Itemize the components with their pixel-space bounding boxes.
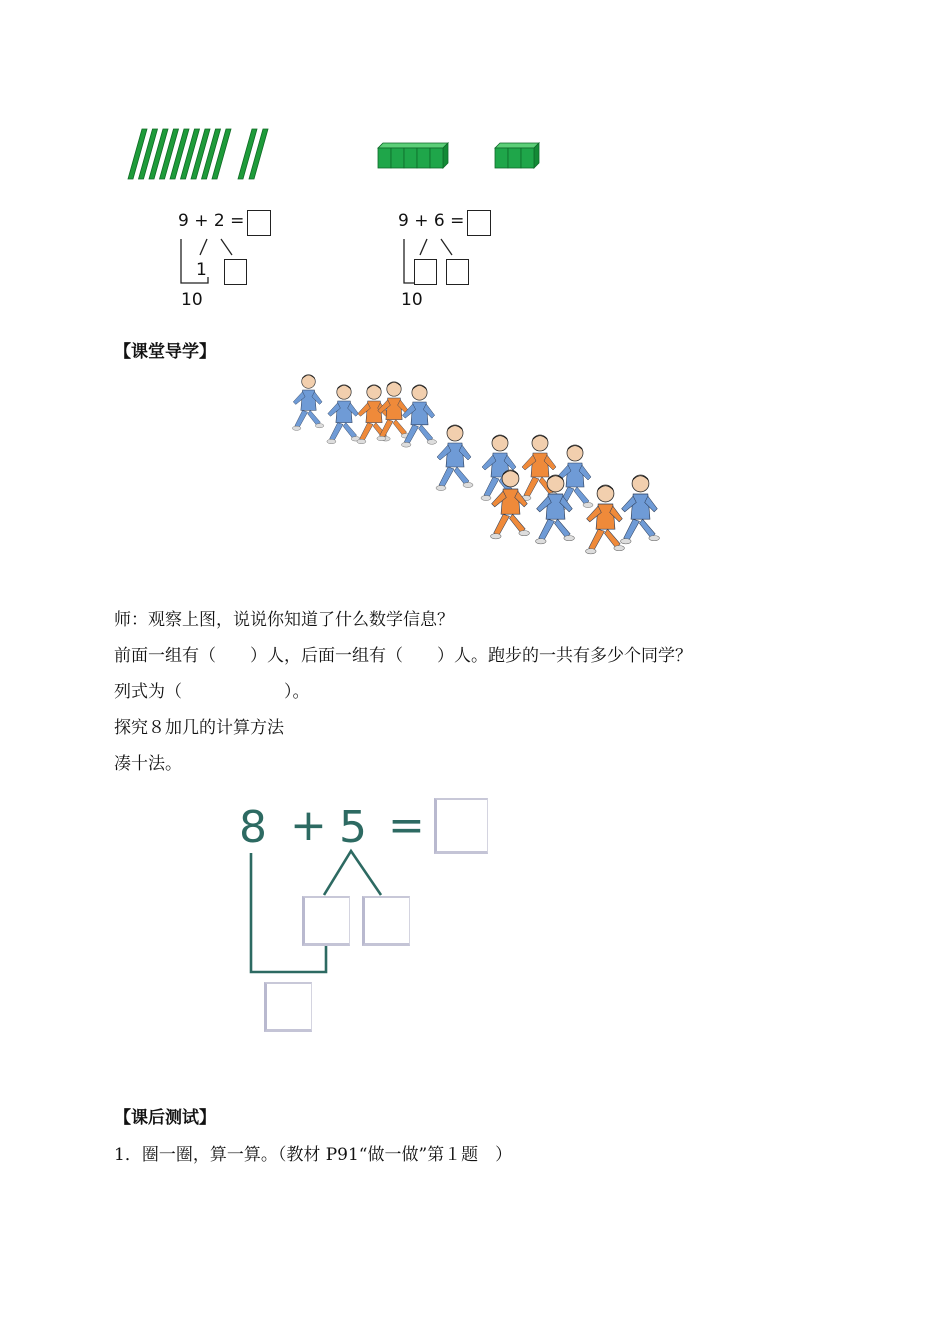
big-eq-b: 5 [339, 802, 367, 853]
cube-row-top [495, 143, 539, 148]
cubes-illustration [370, 140, 550, 180]
big-eq-plus: + [290, 800, 327, 851]
runner-figure [292, 375, 323, 431]
method-line: 凑十法。 [114, 754, 182, 774]
big-split-right-box[interactable] [362, 896, 410, 946]
cube-row-side [443, 143, 448, 168]
section-heading-after-class: 【课后测试】 [114, 1108, 216, 1128]
sticks-illustration [120, 125, 280, 185]
cube-row-top [378, 143, 448, 148]
big-split-left-box[interactable] [302, 896, 350, 946]
equation-b-split-right-box[interactable] [446, 259, 469, 285]
big-eq-a: 8 [239, 802, 267, 853]
cube [417, 148, 430, 168]
formula-line: 列式为（ ）。 [114, 682, 310, 702]
equation-b-split-left-box[interactable] [414, 259, 437, 285]
big-ten-box[interactable] [264, 982, 312, 1032]
runner-figure [327, 385, 360, 444]
teacher-question: 师：观察上图，说说你知道了什么数学信息？ [114, 610, 454, 630]
cube [404, 148, 417, 168]
equation-a-expr: 9 + 2 = [178, 211, 245, 231]
make-ten-diagram [230, 790, 510, 1040]
equation-a-split-left: 1 [196, 260, 207, 280]
equation-b-ten: 10 [401, 290, 423, 310]
groups-question: 前面一组有（ ）人，后面一组有（ ）人。跑步的一共有多少个同学？ [114, 646, 692, 666]
runner-figure [401, 385, 436, 447]
runner-figure [586, 485, 625, 554]
cube [521, 148, 534, 168]
cube [508, 148, 521, 168]
section-heading-classroom: 【课堂导学】 [114, 342, 216, 362]
big-eq-equals: = [388, 800, 425, 851]
runner-figure [621, 475, 660, 544]
cube [430, 148, 443, 168]
equation-b-expr: 9 + 6 = [398, 211, 465, 231]
equation-a-ten: 10 [181, 290, 203, 310]
runner-figure [377, 382, 410, 441]
cube [391, 148, 404, 168]
cube [495, 148, 508, 168]
question-1: 1．圈一圈，算一算。（教材 P91“做一做”第１题 ） [114, 1145, 513, 1165]
cube [378, 148, 391, 168]
running-children-image [280, 368, 670, 588]
cube-row-side [534, 143, 539, 168]
explore-line: 探究８加几的计算方法 [114, 718, 284, 738]
runner-figure [436, 425, 473, 491]
equation-b [390, 205, 510, 315]
equation-a-split-right-box[interactable] [224, 259, 247, 285]
equation-a [170, 205, 290, 315]
